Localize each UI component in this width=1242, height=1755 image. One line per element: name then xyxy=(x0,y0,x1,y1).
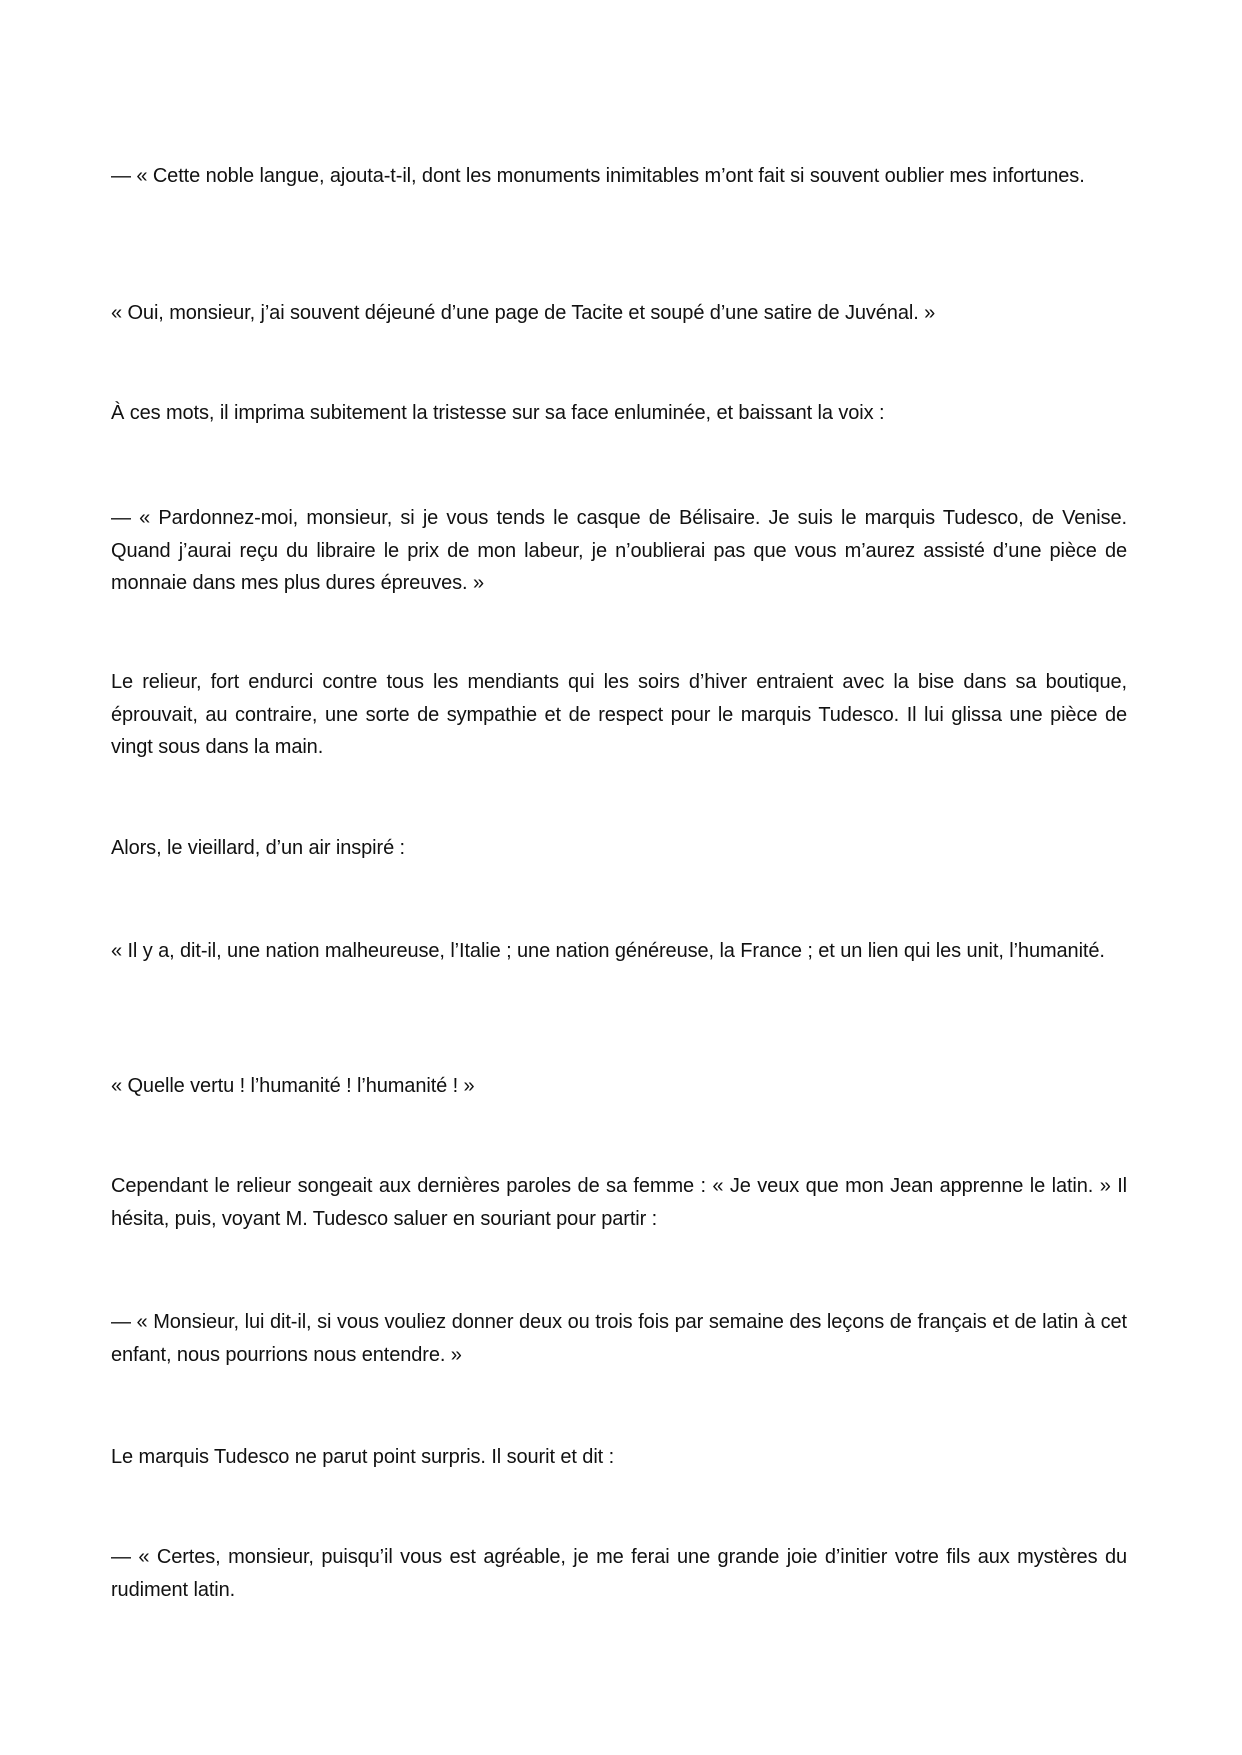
paragraph: À ces mots, il imprima subitement la tristesse sur sa face enluminée, et baissant la voix : xyxy=(111,402,885,424)
paragraph: « Oui, monsieur, j’ai souvent déjeuné d’une page de Tacite et soupé d’une satire de Juvénal. » xyxy=(111,302,936,324)
paragraph: — « Certes, monsieur, puisqu’il vous est agréable, je me ferai une grande joie d’initier votre fils aux mystères du rudiment latin. xyxy=(111,1546,1127,1601)
paragraph: « Il y a, dit-il, une nation malheureuse, l’Italie ; une nation généreuse, la France ; et un lien qui les unit, l’humanité. xyxy=(111,940,1105,962)
paragraph: — « Pardonnez-moi, monsieur, si je vous tends le casque de Bélisaire. Je suis le marquis Tudesco, de Venise. Quand j’aurai reçu du libraire le prix de mon labeur, je n’oublierai pas que vous m’aurez assisté d’une pièce de monnaie dans mes plus dures épreuves. » xyxy=(111,507,1127,594)
paragraph: — « Cette noble langue, ajouta-t-il, dont les monuments inimitables m’ont fait si souvent oublier mes infortunes. xyxy=(111,165,1085,187)
paragraph: « Quelle vertu ! l’humanité ! l’humanité ! » xyxy=(111,1075,475,1097)
paragraph: Cependant le relieur songeait aux dernières paroles de sa femme : « Je veux que mon Jean apprenne le latin. » Il hésita, puis, voyant M. Tudesco saluer en souriant pour partir : xyxy=(111,1175,1127,1230)
paragraph: Le marquis Tudesco ne parut point surpris. Il sourit et dit : xyxy=(111,1446,615,1468)
paragraph: Alors, le vieillard, d’un air inspiré : xyxy=(111,837,406,859)
paragraph: Le relieur, fort endurci contre tous les mendiants qui les soirs d’hiver entraient avec la bise dans sa boutique, éprouvait, au contraire, une sorte de sympathie et de respect pour le marquis Tudesco. Il lui glissa une pièce de vingt sous dans la main. xyxy=(111,671,1127,758)
paragraph: — « Monsieur, lui dit-il, si vous vouliez donner deux ou trois fois par semaine des leçons de français et de latin à cet enfant, nous pourrions nous entendre. » xyxy=(111,1311,1127,1366)
